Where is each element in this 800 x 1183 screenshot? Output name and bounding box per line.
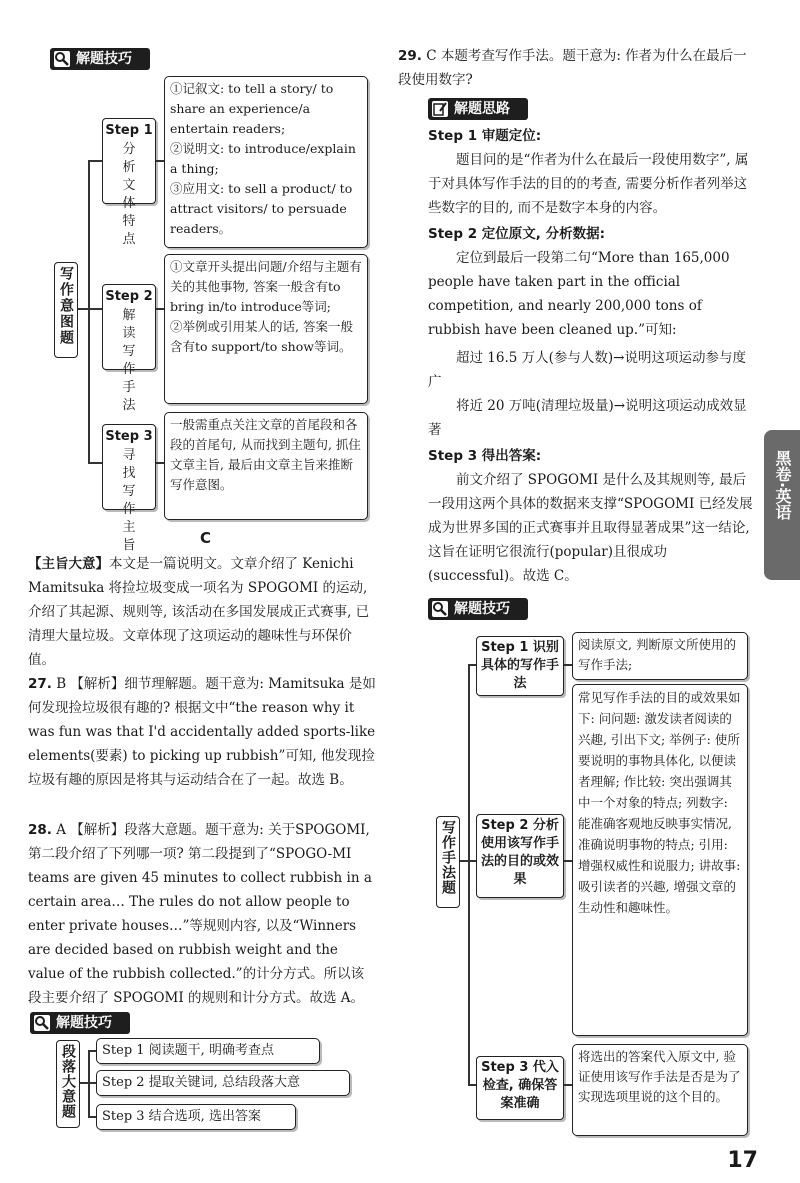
step1-text: ①记叙文: to tell a story/ to share an experience/a entertain readers; ②说明文: to introduce/explain a thing; ③应用文: to sell a product/ to attract visitors/ to persuade readers。 <box>164 76 368 248</box>
s3-text: 前文介绍了 SPOGOMI 是什么及其规则等, 最后一段用这两个具体的数据来支撑“SPOGOMI 已经发展成为世界多国的正式赛事并且取得显著成果”这一结论, 这旨在证明它很流行(popular)且很成功(successful)。故选 C。 <box>428 472 753 584</box>
para-step1: Step 1 阅读题干, 明确考查点 <box>96 1038 320 1064</box>
para-idea-label: 段落大意题 <box>56 1040 80 1128</box>
q28: 28. A 【解析】段落大意题。题干意为: 关于SPOGOMI, 第二段介绍了下列哪一项? 第二段提到了“SPOGO-MI teams are given 45 minutes to collect rubbish in a certain area… The rules do not allow people to enter private houses…”等规则内容, 以及“Winners are decided based on rubbish weight and the value of the rubbish collected.”的计分方式。所以该段主要介绍了 SPOGOMI 的规则和计分方式。故选 A。 <box>28 822 372 1006</box>
main-idea: 【主旨大意】本文是一篇说明文。文章介绍了 Kenichi Mamitsuka 将捡垃圾变成一项名为 SPOGOMI 的运动, 介绍了其起源、规则等, 该活动在多国发展成正式赛事, 已清理大量垃圾。文章体现了这项运动的趣味性与环保价值。 <box>28 556 370 668</box>
m-step1-text: 阅读原文, 判断原文所使用的写作手法; <box>572 632 748 680</box>
tip-header-2: 解题技巧 <box>30 1012 130 1034</box>
magnifier-icon <box>34 1015 50 1031</box>
s2-item1: 超过 16.5 万人(参与人数)→说明这项运动参与度广 <box>428 350 746 390</box>
m-step2-box: Step 2 分析使用该写作手法的目的或效果 <box>476 814 564 898</box>
m-step3-text: 将选出的答案代入原文中, 验证使用该写作手法是否是为了实现选项里说的这个目的。 <box>572 1044 748 1136</box>
magnifier-icon <box>432 601 448 617</box>
method-label: 写作手法题 <box>436 816 460 908</box>
s2-item2: 将近 20 万吨(清理垃圾量)→说明这项运动成效显著 <box>428 398 747 438</box>
tip-header-3: 解题技巧 <box>428 598 528 620</box>
idea-header: 解题思路 <box>428 98 528 120</box>
s2-text: 定位到最后一段第二句“More than 165,000 people have taken part in the official competition, and nearly 200,000 tons of rubbish have been cleaned up.”可知: <box>428 250 730 338</box>
side-tab: 黑卷·英语 <box>764 430 800 580</box>
step2-text: ①文章开头提出问题/介绍与主题有关的其他事物, 答案一般含有to bring in/to introduce等词; ②举例或引用某人的话, 答案一般含有to support/to show等词。 <box>164 254 368 404</box>
para-step3: Step 3 结合选项, 选出答案 <box>96 1104 296 1130</box>
s2-title: Step 2 定位原文, 分析数据: <box>428 226 606 242</box>
s1-title: Step 1 审题定位: <box>428 128 542 144</box>
writing-intent-label: 写作意图题 <box>54 262 78 358</box>
section-c-heading: C <box>200 529 212 547</box>
step3-box: Step 3 寻找写作主旨 <box>102 424 156 510</box>
para-step2: Step 2 提取关键词, 总结段落大意 <box>96 1070 350 1096</box>
m-step2-text: 常见写作手法的目的或效果如下: 问问题: 激发读者阅读的兴趣, 引出下文; 举例子: 使所要说明的事物具体化, 以便读者理解; 作比较: 突出强调其中一个对象的特点; 列数字: 能准确客观地反映事实情况, 准确说明事物的特点; 引用: 增强权威性和说服力; 讲故事: 吸引读者的兴趣, 增强文章的生动性和趣味性。 <box>572 684 748 1036</box>
tip-header <box>50 48 150 70</box>
pencil-icon <box>432 101 448 117</box>
magnifier-icon <box>54 51 70 67</box>
step2-box: Step 2 解读写作手法 <box>102 284 156 370</box>
m-step1-box: Step 1 识别具体的写作手法 <box>476 636 564 696</box>
step1-box: Step 1 分析文体特点 <box>102 118 156 204</box>
tip-header-label: 解题技巧 <box>76 51 132 67</box>
q27: 27. B 【解析】细节理解题。题干意为: Mamitsuka 是如何发现捡垃圾很有趣的? 根据文中“the reason why it was fun was that I'd accidentally added sports-like elements(要素) to picking up rubbish”可知, 他发现捡垃圾有趣的原因是将其与运动结合在了一起。故选 B。 <box>28 676 376 788</box>
s3-title: Step 3 得出答案: <box>428 448 542 464</box>
s1-text: 题目问的是“作者为什么在最后一段使用数字”, 属于对具体写作手法的目的的考查, 需要分析作者列举这些数字的目的, 而不是数字本身的内容。 <box>428 152 749 216</box>
page-number: 17 <box>727 1148 758 1173</box>
m-step3-box: Step 3 代入检查, 确保答案准确 <box>476 1056 564 1120</box>
q29: 29. C 本题考查写作手法。题干意为: 作者为什么在最后一段使用数字? <box>398 48 747 88</box>
step3-text: 一般需重点关注文章的首尾段和各段的首尾句, 从而找到主题句, 抓住文章主旨, 最后由文章主旨来推断写作意图。 <box>164 412 368 520</box>
